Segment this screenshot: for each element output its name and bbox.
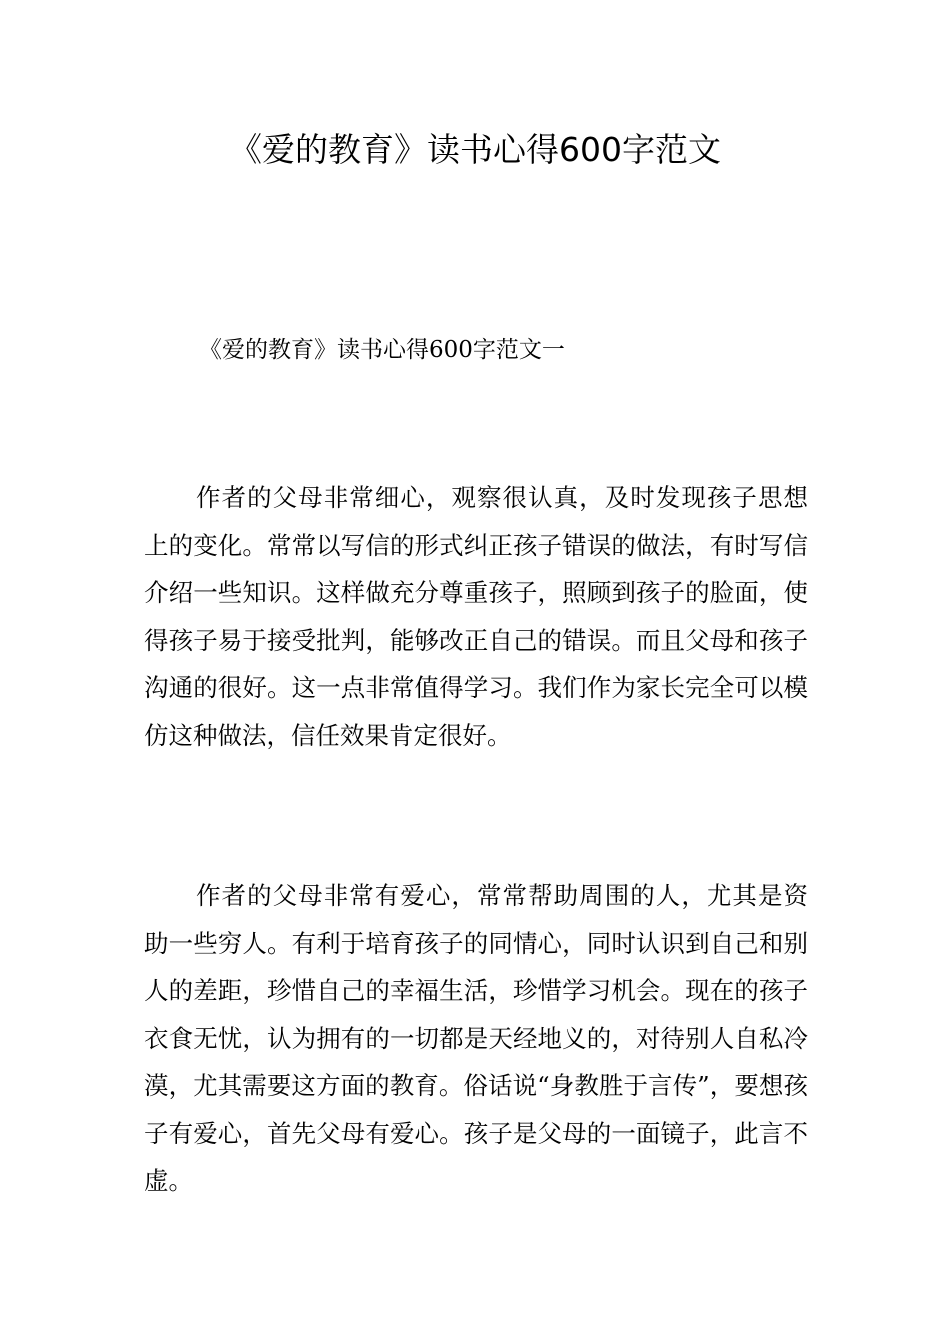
section-heading: 《爱的教育》读书心得600字范文一 <box>199 337 565 363</box>
paragraph-2: 作者的父母非常有爱心，常常帮助周围的人，尤其是资助一些穷人。有利于培育孩子的同情心，同时认识到自己和别人的差距，珍惜自己的幸福生活，珍惜学习机会。现在的孩子衣食无忧，认为拥有的一切都是天经地义的，对待别人自私冷漠，尤其需要这方面的教育。俗话说“身教胜于言传”，要想孩子有爱心，首先父母有爱心。孩子是父母的一面镜子，此言不虚。 <box>144 881 808 1195</box>
document-title: 《爱的教育》读书心得600字范文 <box>229 130 721 169</box>
paragraph-1: 作者的父母非常细心，观察很认真，及时发现孩子思想上的变化。常常以写信的形式纠正孩子错误的做法，有时写信介绍一些知识。这样做充分尊重孩子，照顾到孩子的脸面，使得孩子易于接受批判，能够改正自己的错误。而且父母和孩子沟通的很好。这一点非常值得学习。我们作为家长完全可以模仿这种做法，信任效果肯定很好。 <box>144 483 808 750</box>
